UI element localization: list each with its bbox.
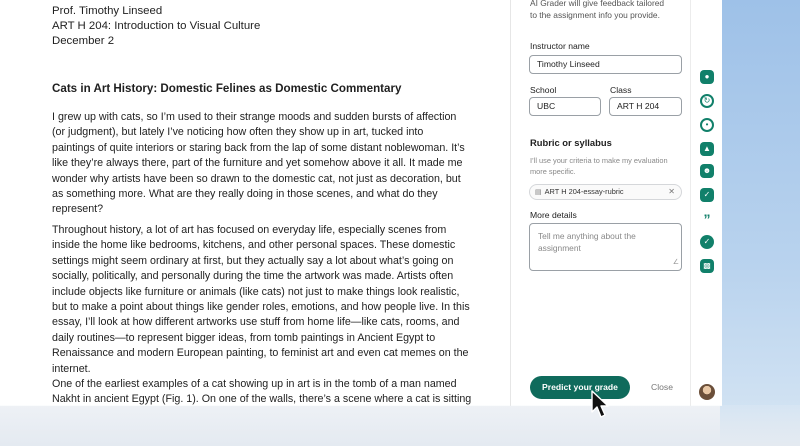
panel-info-line: to the assignment info you provide. [530, 10, 660, 20]
rubric-hint-line: more specific. [530, 167, 576, 176]
school-label: School [530, 85, 557, 95]
panel-info-line: AI Grader will give feedback tailored [530, 0, 665, 8]
paragraph-line: paintings of quite interiors or staring back from the lap of some distant noblewoman. It’s [52, 141, 465, 154]
paragraph-3 [52, 377, 472, 406]
grader-panel [510, 0, 690, 406]
rubric-title: Rubric or syllabus [530, 137, 612, 148]
instructor-name-input[interactable]: Timothy Linseed [529, 55, 682, 74]
paragraph-line: include objects like furniture or animals (like cats) not just to make things look realistic, [52, 285, 460, 298]
essay-title: Cats in Art History: Domestic Felines as Domestic Commentary [52, 82, 402, 95]
citation-icon[interactable]: ▲ [700, 142, 714, 156]
paragraph-line: daily routines—to represent bigger ideas, from tomb paintings in Ancient Egypt to [52, 331, 436, 344]
taskbar-area [0, 405, 800, 446]
paragraph-line: socially, politically, and personally during the time the artwork was made. Artists often [52, 270, 454, 283]
class-input[interactable]: ART H 204 [609, 97, 682, 116]
predict-grade-button[interactable]: Predict your grade [530, 376, 630, 399]
paragraph-line: I grew up with cats, so I’m used to their strange moods and sudden bursts of affection [52, 111, 457, 123]
paragraph-line: wonder why artists have been so drawn to the domestic cat, not just as decoration, but [52, 172, 461, 185]
mouse-cursor-icon [590, 390, 612, 420]
paragraph-1 [52, 110, 465, 218]
paragraph-line: represent? [52, 203, 104, 216]
header-course: ART H 204: Introduction to Visual Culture [52, 20, 261, 32]
paragraph-line: Throughout history, a lot of art has focused on everyday life, especially scenes from [52, 224, 447, 236]
verify-icon[interactable]: ✓ [700, 235, 714, 249]
paragraph-2 [52, 223, 470, 377]
paragraph-line: inside the home like bedrooms, kitchens, and other personal spaces. These domestic [52, 239, 456, 252]
paragraph-line: as something more. What are they really doing in those scenes, and what do they [52, 188, 438, 201]
paragraph-line: Nakht in ancient Egypt (Fig. 1). On one of the walls, there’s a scene where a cat is sitting [52, 393, 472, 406]
rubric-file-chip[interactable] [529, 184, 682, 200]
placeholder-line: assignment [538, 243, 581, 253]
instructor-label: Instructor name [530, 41, 590, 51]
search-icon[interactable]: • [700, 118, 714, 132]
header-date: December 2 [52, 35, 115, 47]
resize-handle-icon[interactable]: ∠ [672, 259, 679, 266]
desktop-background [720, 0, 800, 446]
grader-icon[interactable]: ▩ [700, 259, 714, 273]
paragraph-line: essay, I’ll look at how different artworks use stuff from home life—like cats, rooms, and [52, 316, 460, 329]
paragraph-line: (or judgment), but lately I’ve noticing how often they show up in art, tucked into [52, 126, 424, 139]
paragraph-line: internet. [52, 362, 91, 375]
paragraph-line: settings might seem ordinary at first, but they actually say a lot about what’s going on [52, 254, 454, 267]
placeholder-line: Tell me anything about the [538, 231, 636, 241]
rubric-hint-line: I’ll use your criteria to make my evaluation [530, 156, 668, 165]
details-label: More details [530, 210, 577, 220]
quote-icon[interactable]: ” [703, 211, 711, 227]
close-button[interactable]: Close [651, 382, 673, 392]
header-professor: Prof. Timothy Linseed [52, 5, 163, 17]
paragraph-line: Renaissance and modern European painting, to feminist art and even cat memes on the [52, 347, 469, 360]
user-avatar[interactable] [699, 384, 715, 400]
class-label: Class [610, 85, 632, 95]
school-input[interactable]: UBC [529, 97, 601, 116]
chat-icon[interactable]: ● [700, 70, 714, 84]
document-icon: ▤ [535, 189, 542, 196]
rubric-file-name: ART H 204-essay-rubric [544, 187, 624, 196]
more-details-textarea[interactable] [529, 223, 682, 271]
paragraph-line: like they’re always there, part of the furniture and yet somehow above it all. It made me [52, 157, 463, 170]
paragraph-line: but to make a point about things like gender roles, emotions, and how people live. In this [52, 301, 470, 314]
checklist-icon[interactable]: ✓ [700, 188, 714, 202]
profile-icon[interactable]: ☻ [700, 164, 714, 178]
tool-sidebar [690, 0, 722, 406]
remove-file-icon[interactable]: ✕ [668, 187, 675, 196]
refresh-icon[interactable]: ↻ [700, 94, 714, 108]
paragraph-line: One of the earliest examples of a cat showing up in art is in the tomb of a man named [52, 378, 457, 390]
